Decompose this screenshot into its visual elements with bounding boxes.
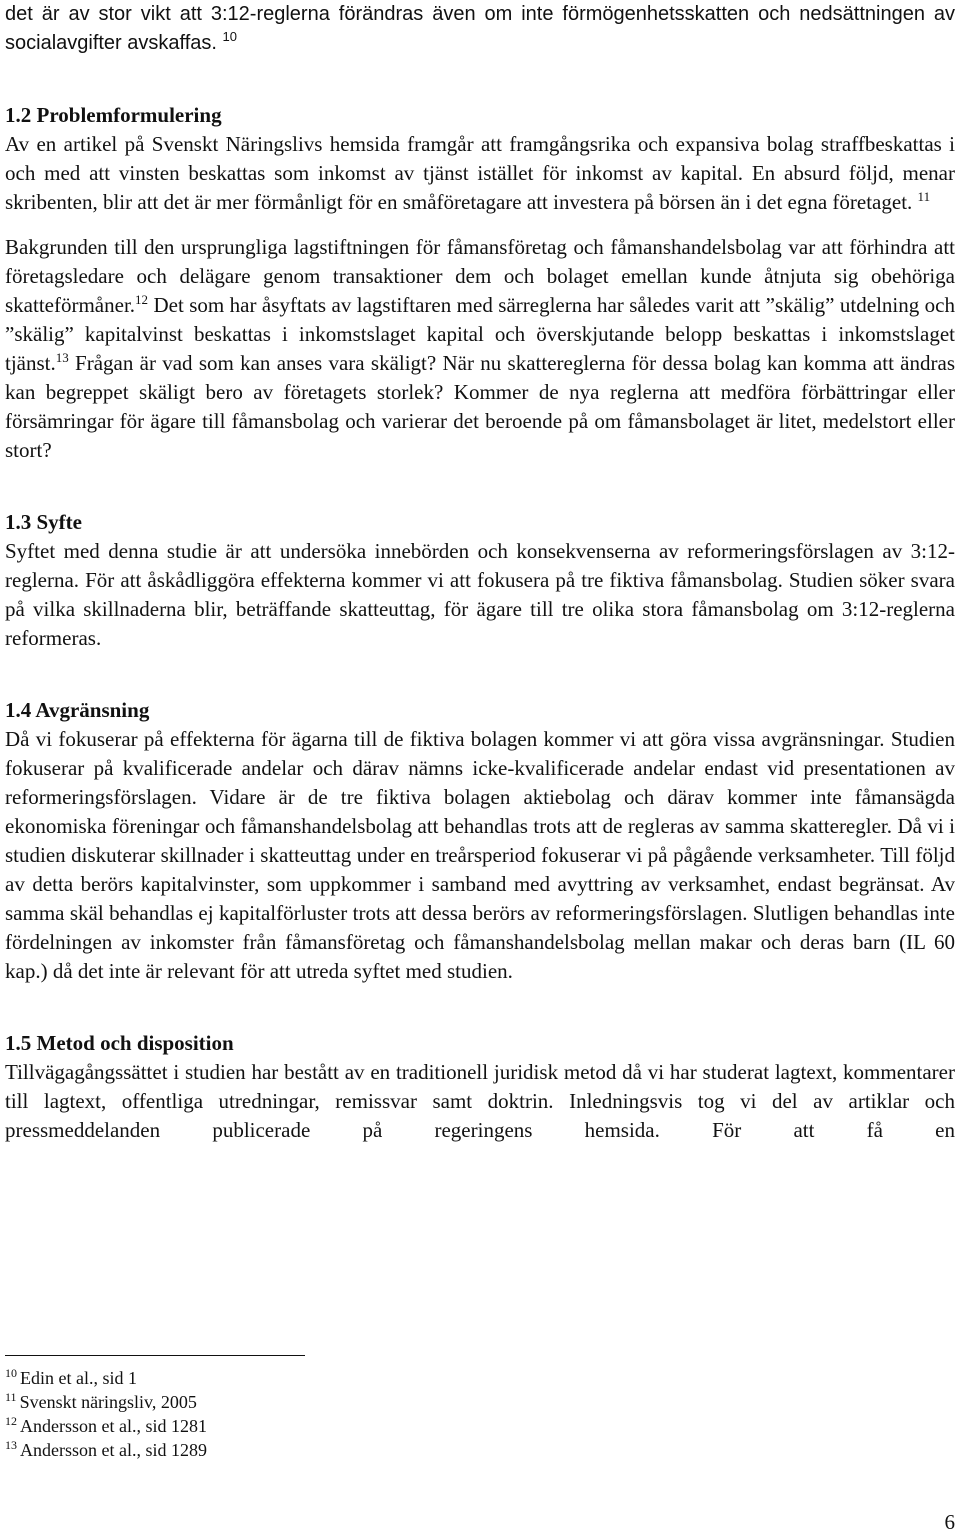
- footnote-ref-12: 12: [135, 292, 149, 307]
- intro-paragraph: [5, 0, 955, 58]
- footnote-item: [5, 1414, 605, 1438]
- footnote-number: 11: [5, 1390, 17, 1404]
- footnote-item: [5, 1390, 605, 1414]
- syfte-paragraph: Syftet med denna studie är att undersöka innebörden och konsekvenserna av reformeringsförslagen av 3:12-reglerna. För att åskådliggöra effekterna kommer vi att fokusera på tre fiktiva fåmansbolag. Studien söker svara på vilka skillnaderna blir, beträffande skatteuttag, för ägare till tre olika stora fåmansbolag om 3:12-reglerna reformeras.: [5, 539, 955, 650]
- footnote-divider: [5, 1355, 305, 1356]
- problem-paragraph-2: [5, 233, 955, 465]
- footnote-number: 12: [5, 1414, 17, 1428]
- problem-p2-text-b: Det som har åsyftats av lagstiftaren med särreglerna har således varit att ”skälig” utdelning och ”skälig” kapitalvinst beskattas i inkomstslaget kapital och överskjutande belopp beskattas i inkomstslaget tjänst.: [5, 293, 955, 375]
- section-heading-metod: 1.5 Metod och disposition: [5, 1031, 234, 1055]
- footnote-ref-10: 10: [222, 29, 237, 44]
- footnote-ref-11: 11: [917, 189, 931, 204]
- footnote-text: Edin et al., sid 1: [20, 1368, 137, 1388]
- footnote-ref-13: 13: [55, 350, 69, 365]
- problem-p1-text: Av en artikel på Svenskt Näringslivs hemsida framgår att framgångsrika och expansiva bolag straffbeskattas i och med att vinsten beskattas som inkomst av tjänst istället för inkomst av kapital. En absurd följd, menar skribenten, blir att det är mer förmånligt för en småföretagare att investera på börsen än i det egna företaget.: [5, 132, 955, 214]
- footnote-text: Andersson et al., sid 1289: [20, 1440, 207, 1460]
- problem-paragraph-1: [5, 130, 955, 217]
- section-heading-avgransning: 1.4 Avgränsning: [5, 698, 150, 722]
- problem-p2-text-a: Bakgrunden till den ursprungliga lagstiftningen för fåmansföretag och fåmanshandelsbolag var att förhindra att företagsledare och delägare genom transaktioner dem och bolaget emellan kunde åtnjuta sig obehöriga skatteförmåner.: [5, 235, 955, 317]
- document-page: [5, 0, 955, 1145]
- avgransning-paragraph: Då vi fokuserar på effekterna för ägarna till de fiktiva bolagen kommer vi att göra vissa avgränsningar. Studien fokuserar på kvalificerade andelar och därav nämns icke-kvalificerade andelar endast vid presentationen av reformeringsförslagen. Vidare är de tre fiktiva bolagen aktiebolag och därav kommer inte fåmansägda ekonomiska föreningar och fåmanshandelsbolag att behandlas trots att de regleras av samma skatteregler. Då vi i studien diskuterar skillnader i skatteuttag under en treårsperiod fokuserar vi på pågående verksamheter. Till följd av detta berörs kapitalvinster, som uppkommer i samband med avyttring av verksamhet, endast begränsat. Av samma skäl behandlas ej kapitalförluster trots att dessa berörs av reformeringsförslagen. Slutligen behandlas inte fördelningen av inkomster från fåmansföretag och fåmanshandelsbolag mellan makar och deras barn (IL 60 kap.) då det inte är relevant för att utreda syftet med studien.: [5, 727, 955, 983]
- section-heading-syfte: 1.3 Syfte: [5, 510, 82, 534]
- intro-text: det är av stor vikt att 3:12-reglerna förändras även om inte förmögenhetsskatten och nedsättningen av socialavgifter avskaffas.: [5, 3, 955, 54]
- footnote-item: [5, 1366, 605, 1390]
- footnote-item: [5, 1438, 605, 1462]
- footnotes: [5, 1355, 605, 1462]
- metod-paragraph: Tillvägagångssättet i studien har bestått av en traditionell juridisk metod då vi har studerat lagtext, kommentarer till lagtext, offentliga utredningar, remissvar samt doktrin. Inledningsvis tog vi del av artiklar och pressmeddelanden publicerade på regeringens hemsida. För att få en: [5, 1060, 955, 1142]
- section-heading-problemformulering: 1.2 Problemformulering: [5, 103, 222, 127]
- problem-p2-text-c: Frågan är vad som kan anses vara skäligt? När nu skattereglerna för dessa bolag kan komma att ändras kan begreppet skäligt bero av företagets storlek? Kommer de nya reglerna att medföra förbättringar eller försämringar för ägare till fåmansbolag och varierar det beroende på om fåmansbolaget är litet, medelstort eller stort?: [5, 351, 955, 462]
- footnote-text: Andersson et al., sid 1281: [20, 1416, 207, 1436]
- footnote-text: Svenskt näringsliv, 2005: [19, 1392, 197, 1412]
- footnote-number: 10: [5, 1366, 17, 1380]
- footnote-number: 13: [5, 1438, 17, 1452]
- page-number: 6: [944, 1510, 955, 1534]
